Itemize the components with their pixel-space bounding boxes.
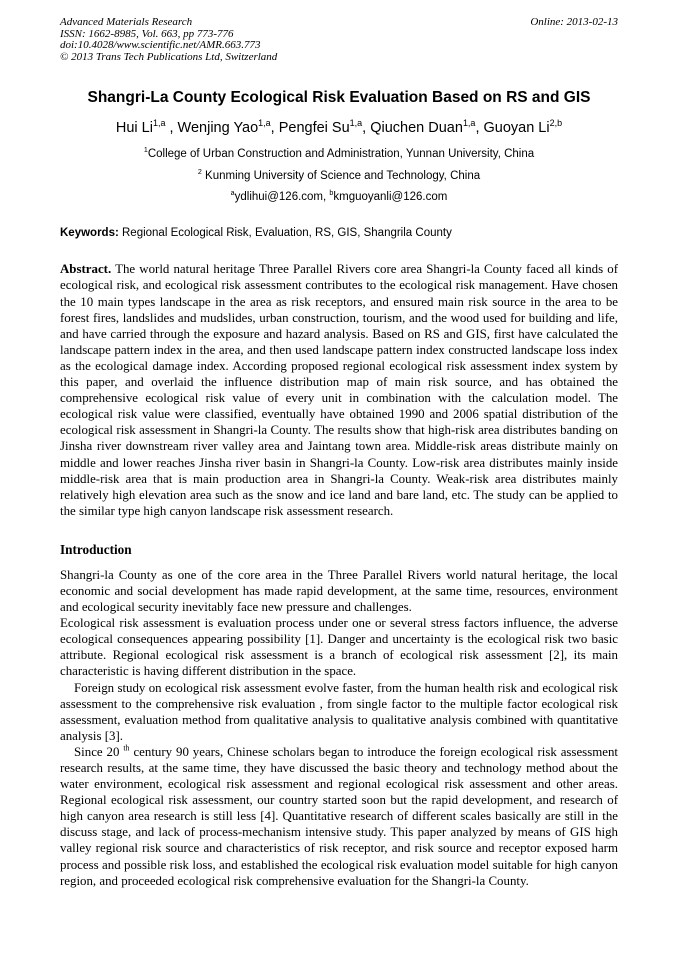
superscript: a (230, 189, 235, 198)
superscript: 1 (143, 146, 148, 155)
introduction-paragraphs (60, 567, 618, 889)
superscript: 1,a (258, 118, 271, 129)
superscript: 2 (197, 168, 202, 177)
superscript: b (329, 189, 334, 198)
text-run: College of Urban Construction and Administration, Yunnan University, China (147, 148, 535, 161)
superscript: 1,a (349, 118, 363, 129)
paragraph (60, 567, 618, 615)
online-date: Online: 2013-02-13 (530, 16, 618, 28)
journal-name: Advanced Materials Research (60, 16, 193, 28)
text-run: kmguoyanli@126.com (333, 191, 448, 204)
text-run: Shangri-la County as one of the core area in the Three Parallel Rivers world natural heritage, the local economic and social development has made rapid development, at the same time, resources, environment and ecological security inevitably face new pressure and challenges. (60, 567, 618, 615)
abstract (60, 261, 618, 519)
text-run: , Qiuchen Duan (362, 120, 463, 137)
email-line (60, 190, 618, 204)
author-line (60, 118, 618, 138)
doi-line: doi:10.4028/www.scientific.net/AMR.663.773 (60, 39, 261, 52)
keywords-text: Regional Ecological Risk, Evaluation, RS, GIS, Shangrila County (118, 227, 452, 240)
affiliation-line-2 (60, 169, 618, 183)
superscript: th (123, 743, 130, 753)
section-heading-introduction: Introduction (60, 541, 132, 557)
text-run: Ecological risk assessment is evaluation process under one or several stress factors influence, the adverse ecological consequences appearing possibility [1]. Danger and uncertainty is the ecological risk two basic attribute. Regional ecological risk assessment is a branch of ecological risk assessment [2], its main characteristic is having different distribution in the space. (60, 616, 618, 679)
text-run: Kunming University of Science and Technology, China (201, 170, 481, 183)
keywords-label: Keywords: (60, 227, 119, 240)
text-run: Hui Li (115, 120, 153, 137)
text-run: , Wenjing Yao (165, 120, 259, 137)
journal-info-block (60, 17, 277, 63)
abstract-label: Abstract. (60, 262, 112, 277)
text-run: Foreign study on ecological risk assessment evolve faster, from the human health risk and ecological risk assessment to the comprehensive risk evaluation , from single factor to the multiple factor ecological risk assessment, evaluation method from qualitative analysis to qualitative analysis combined with quantitative analysis [3]. (60, 680, 618, 743)
abstract-text: The world natural heritage Three Parallel Rivers core area Shangri-la County faced all kinds of ecological risk, and ecological risk assessment contributes to the ecological risk management. Have chosen the 10 main types landscape in the area as risk receptors, and ensured main risk source in the area to be forest fires, landslides and mudslides, urban construction, tourism, and the wood used for building and life, and have carried through the exposure and hazard analysis. Based on RS and GIS, first have calculated the landscape pattern index in the area, and then used landscape pattern index constructed landscape loss index as the ecological damage index. According proposed regional ecological risk assessment index system by this paper, and overlaid the influence distribution map of main risk source, and has obtained the comprehensive ecological risk value of every unit in combination with the calculation model. The ecological risk value were classified, eventually have obtained 1990 and 2006 spatial distribution of the ecological risk assessment in Shangri-la County. The results show that high-risk area distributes banding on Jinsha river downstream river valley area and Jaintang town area. Middle-risk areas distribute mainly on middle and lower reaches Jinsha river basin in Shangri-la County. Low-risk area distributes mainly inside middle-risk area that is main production area in Shangri-la County. Weak-risk area distributes mainly relatively high elevation area such as the snow and ice land and bare land, etc. The study can be applied to the similar type high canyon landscape risk assessment research. (60, 262, 618, 518)
paragraph (60, 680, 618, 744)
journal-header (60, 17, 618, 63)
paragraph (60, 744, 618, 889)
text-run: century 90 years, Chinese scholars began to introduce the foreign ecological risk assessment research results, at the same time, they have discussed the basic theory and technology method about the water environment, ecological risk assessment and regional ecological risk assessment and other areas. Regional ecological risk assessment, our country started soon but the rapid development, and research of high canyon area research is still less [4]. Quantitative research of different scales basically are still in the discuss stage, and lack of process-mechanism intensive study. This paper analyzed by means of GIS high valley regional risk source and characteristics of risk receptor, and risk source and receptor exposed harm process and possible risk loss, and established the ecological risk evaluation model suitable for high canyon region, and proceeded ecological risk comprehensive evaluation for the Shangri-la County. (60, 744, 618, 888)
keywords-line (60, 226, 618, 241)
paper-title: Shangri-La County Ecological Risk Evaluation Based on RS and GIS (87, 89, 591, 107)
affiliation-line-1 (60, 147, 618, 161)
superscript: 1,a (152, 118, 166, 129)
text-run: , Guoyan Li (475, 120, 550, 137)
text-run: Since 20 (74, 744, 124, 759)
superscript: 2,b (549, 118, 563, 129)
paragraph (60, 615, 618, 679)
issn-line: ISSN: 1662-8985, Vol. 663, pp 773-776 (60, 27, 234, 40)
copyright-line: © 2013 Trans Tech Publications Ltd, Switzerland (60, 50, 278, 63)
superscript: 1,a (462, 118, 476, 129)
text-run: ydlihui@126.com, (234, 191, 330, 204)
text-run: , Pengfei Su (270, 120, 350, 137)
